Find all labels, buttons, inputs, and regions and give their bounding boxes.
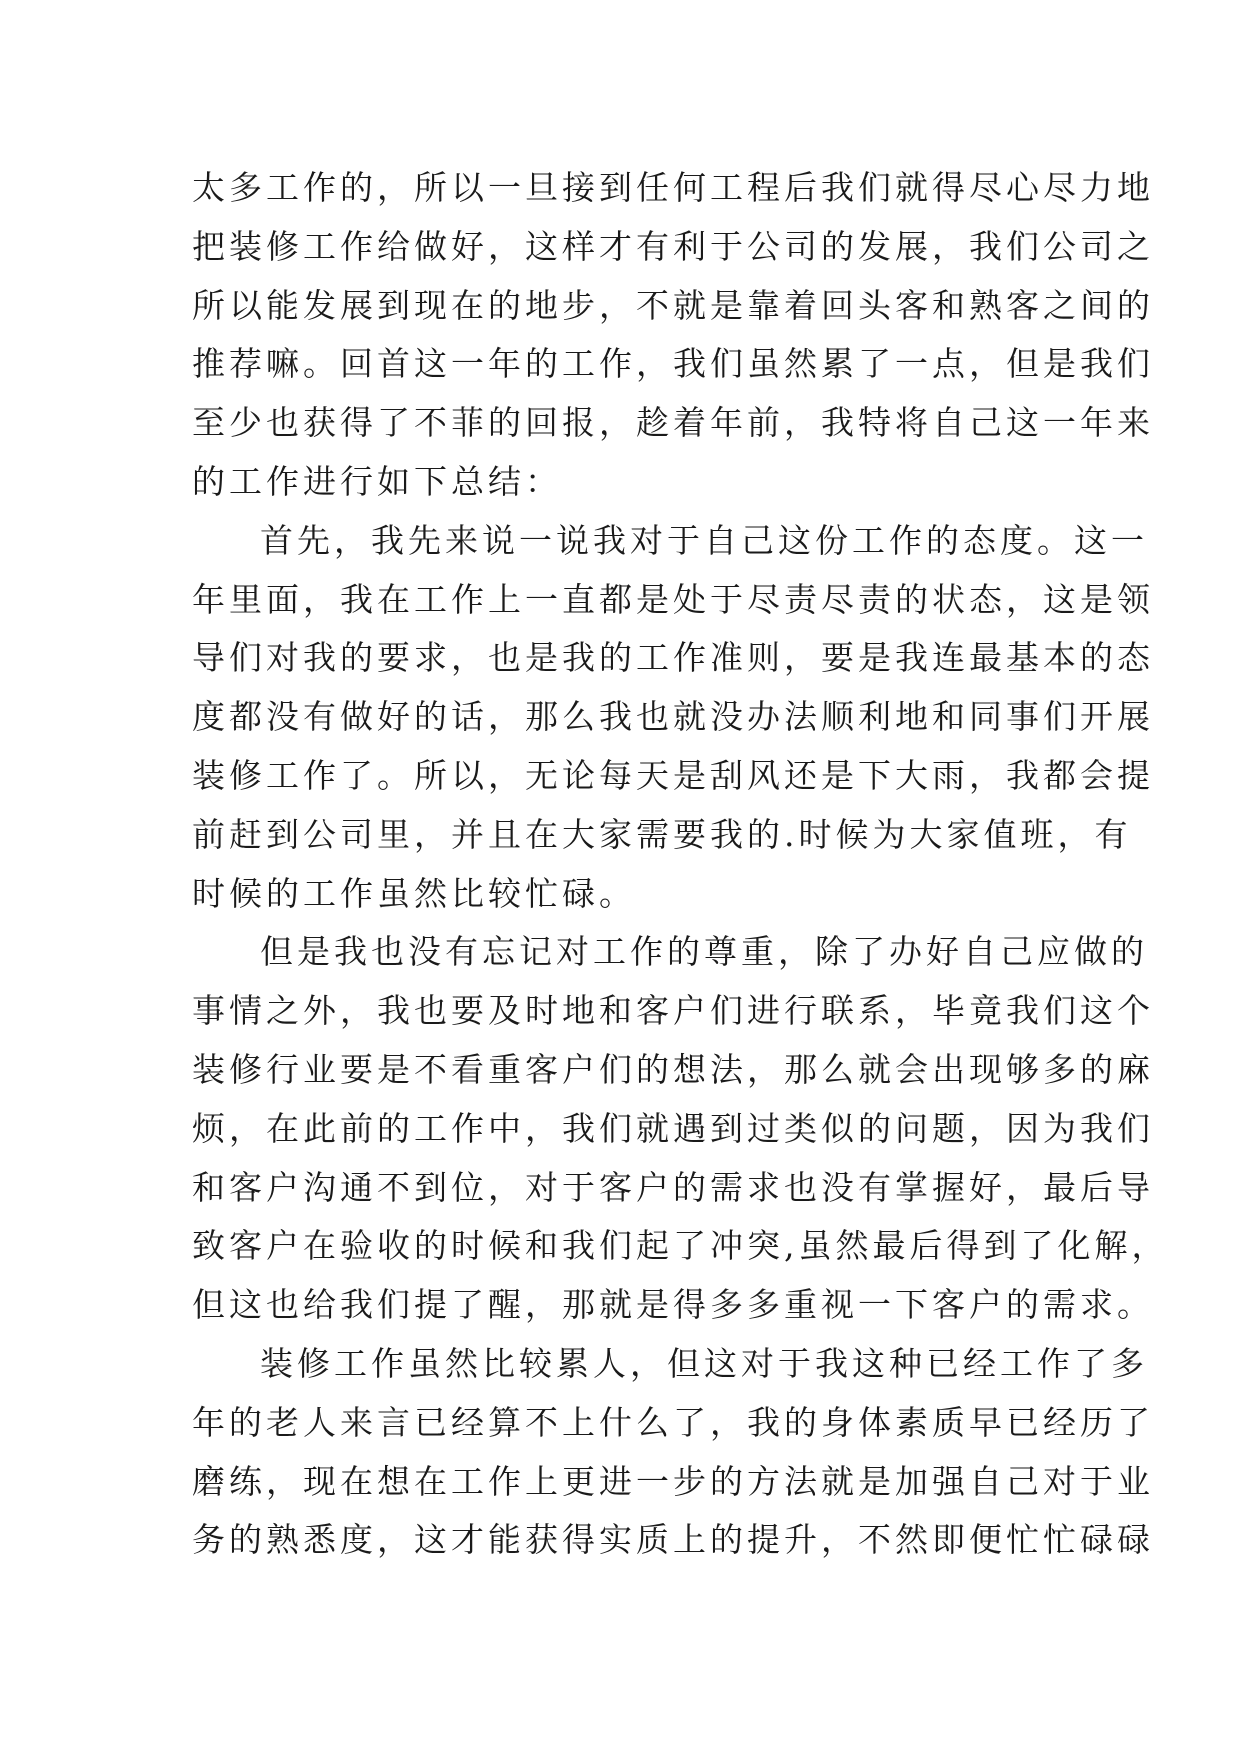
paragraph-start-line: 但是我也没有忘记对工作的尊重，除了办好自己应做的 xyxy=(260,932,1148,972)
text-line: 至少也获得了不菲的回报，趁着年前，我特将自己这一年来 xyxy=(192,403,1154,443)
text-line: 装修工作了。所以，无论每天是刮风还是下大雨，我都会提 xyxy=(192,755,1154,795)
text-line: 致客户在验收的时候和我们起了冲突,虽然最后得到了化解， xyxy=(192,1226,1169,1266)
text-line: 年的老人来言已经算不上什么了，我的身体素质早已经历了 xyxy=(192,1402,1154,1442)
text-line: 所以能发展到现在的地步，不就是靠着回头客和熟客之间的 xyxy=(192,285,1154,325)
text-line: 事情之外，我也要及时地和客户们进行联系，毕竟我们这个 xyxy=(192,991,1154,1031)
text-line: 和客户沟通不到位，对于客户的需求也没有掌握好，最后导 xyxy=(192,1167,1154,1207)
text-line: 但这也给我们提了醒，那就是得多多重视一下客户的需求。 xyxy=(192,1285,1154,1325)
text-line: 年里面，我在工作上一直都是处于尽责尽责的状态，这是领 xyxy=(192,579,1154,619)
text-line: 太多工作的，所以一旦接到任何工程后我们就得尽心尽力地 xyxy=(192,168,1154,207)
text-line: 导们对我的要求，也是我的工作准则，要是我连最基本的态 xyxy=(192,638,1154,678)
text-line: 务的熟悉度，这才能获得实质上的提升，不然即便忙忙碌碌 xyxy=(192,1520,1154,1560)
body-text xyxy=(192,159,1169,1570)
text-line: 前赶到公司里，并且在大家需要我的.时候为大家值班，有 xyxy=(192,814,1132,854)
text-line: 烦，在此前的工作中，我们就遇到过类似的问题，因为我们 xyxy=(192,1108,1154,1148)
paragraph-start-line: 装修工作虽然比较累人，但这对于我这种已经工作了多 xyxy=(260,1343,1148,1383)
text-line: 推荐嘛。回首这一年的工作，我们虽然累了一点，但是我们 xyxy=(192,344,1154,384)
text-line: 度都没有做好的话，那么我也就没办法顺利地和同事们开展 xyxy=(192,697,1154,737)
paragraph-start-line: 首先，我先来说一说我对于自己这份工作的态度。这一 xyxy=(260,520,1148,560)
text-line: 把装修工作给做好，这样才有利于公司的发展，我们公司之 xyxy=(192,226,1154,266)
text-line: 磨练，现在想在工作上更进一步的方法就是加强自己对于业 xyxy=(192,1461,1154,1501)
text-line: 的工作进行如下总结： xyxy=(192,461,562,501)
text-line: 时候的工作虽然比较忙碌。 xyxy=(192,873,636,913)
text-line: 装修行业要是不看重客户们的想法，那么就会出现够多的麻 xyxy=(192,1049,1154,1089)
